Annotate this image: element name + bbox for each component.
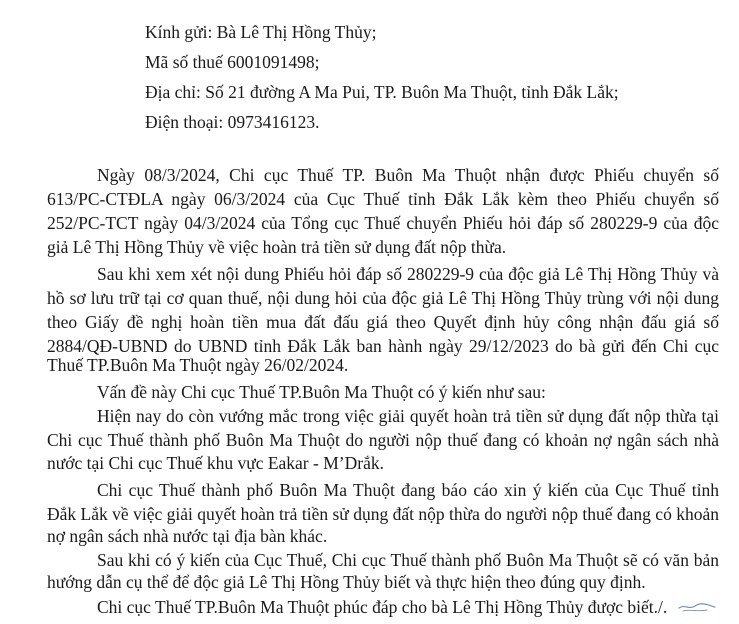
paragraph-2-line: theo Giấy đề nghị hoàn tiền mua đất đấu giá theo Quyết định hủy công nhận đấu giá số [47,312,719,332]
paragraph-1-line: 613/PC-CTĐLA ngày 06/3/2024 của Cục Thuế tỉnh Đắk Lắk kèm theo Phiếu chuyển số [47,189,719,209]
paragraph-4-line: Chi cục Thuế thành phố Buôn Ma Thuột do người nộp thuế đang có khoản nợ ngân sách nhà [47,430,719,450]
paragraph-1-line: giả Lê Thị Hồng Thủy về việc hoàn trả tiền sử dụng đất nộp thừa. [47,237,507,257]
paragraph-1-line: Ngày 08/3/2024, Chi cục Thuế TP. Buôn Ma Thuột nhận được Phiếu chuyển số [97,165,719,185]
recipient-address: Địa chỉ: Số 21 đường A Ma Pui, TP. Buôn Ma Thuột, tỉnh Đắk Lắk; [145,82,619,102]
paragraph-4-line: Hiện nay do còn vướng mắc trong việc giải quyết hoàn trả tiền sử dụng đất nộp thừa tại [97,406,719,426]
signature-mark-icon [677,598,717,614]
paragraph-7-line: Chi cục Thuế TP.Buôn Ma Thuột phúc đáp cho bà Lê Thị Hồng Thủy được biết./. [97,597,668,617]
paragraph-5-line: Đắk Lắk về việc giải quyết hoàn trả tiền sử dụng đất nộp thừa do người nộp thuế đang có khoản [47,504,719,524]
paragraph-1-line: 252/PC-TCT ngày 04/3/2024 của Tổng cục Thuế chuyển Phiếu hỏi đáp số 280229-9 của độc [47,213,719,233]
paragraph-2-line: Sau khi xem xét nội dung Phiếu hỏi đáp số 280229-9 của độc giả Lê Thị Hồng Thủy và [97,264,719,284]
paragraph-2-line: 2884/QĐ-UBND do UBND tỉnh Đắk Lắk ban hành ngày 29/12/2023 do bà gửi đến Chi cục [47,336,719,356]
paragraph-5-line: Chi cục Thuế thành phố Buôn Ma Thuột đang báo cáo xin ý kiến của Cục Thuế tỉnh [97,480,719,500]
paragraph-4-line: nước tại Chi cục Thuế khu vực Eakar - M’Drắk. [47,453,384,473]
recipient-phone: Điện thoại: 0973416123. [145,112,320,132]
recipient-greeting: Kính gửi: Bà Lê Thị Hồng Thủy; [145,22,377,42]
paragraph-2-line: hồ sơ lưu trữ tại cơ quan thuế, nội dung hỏi của độc giả Lê Thị Hồng Thủy trùng với nội dung [47,288,719,308]
paragraph-2-line: Thuế TP.Buôn Ma Thuột ngày 26/02/2024. [47,355,349,375]
paragraph-6-line: hướng dẫn cụ thể để độc giả Lê Thị Hồng Thủy biết và thực hiện theo đúng quy định. [47,572,646,592]
recipient-tax-code: Mã số thuế 6001091498; [145,52,320,72]
paragraph-6-line: Sau khi có ý kiến của Cục Thuế, Chi cục Thuế thành phố Buôn Ma Thuột sẽ có văn bản [97,550,719,570]
paragraph-3-line: Vấn đề này Chi cục Thuế TP.Buôn Ma Thuột có ý kiến như sau: [97,382,546,402]
paragraph-5-line: nợ ngân sách nhà nước tại địa bàn khác. [47,526,328,546]
